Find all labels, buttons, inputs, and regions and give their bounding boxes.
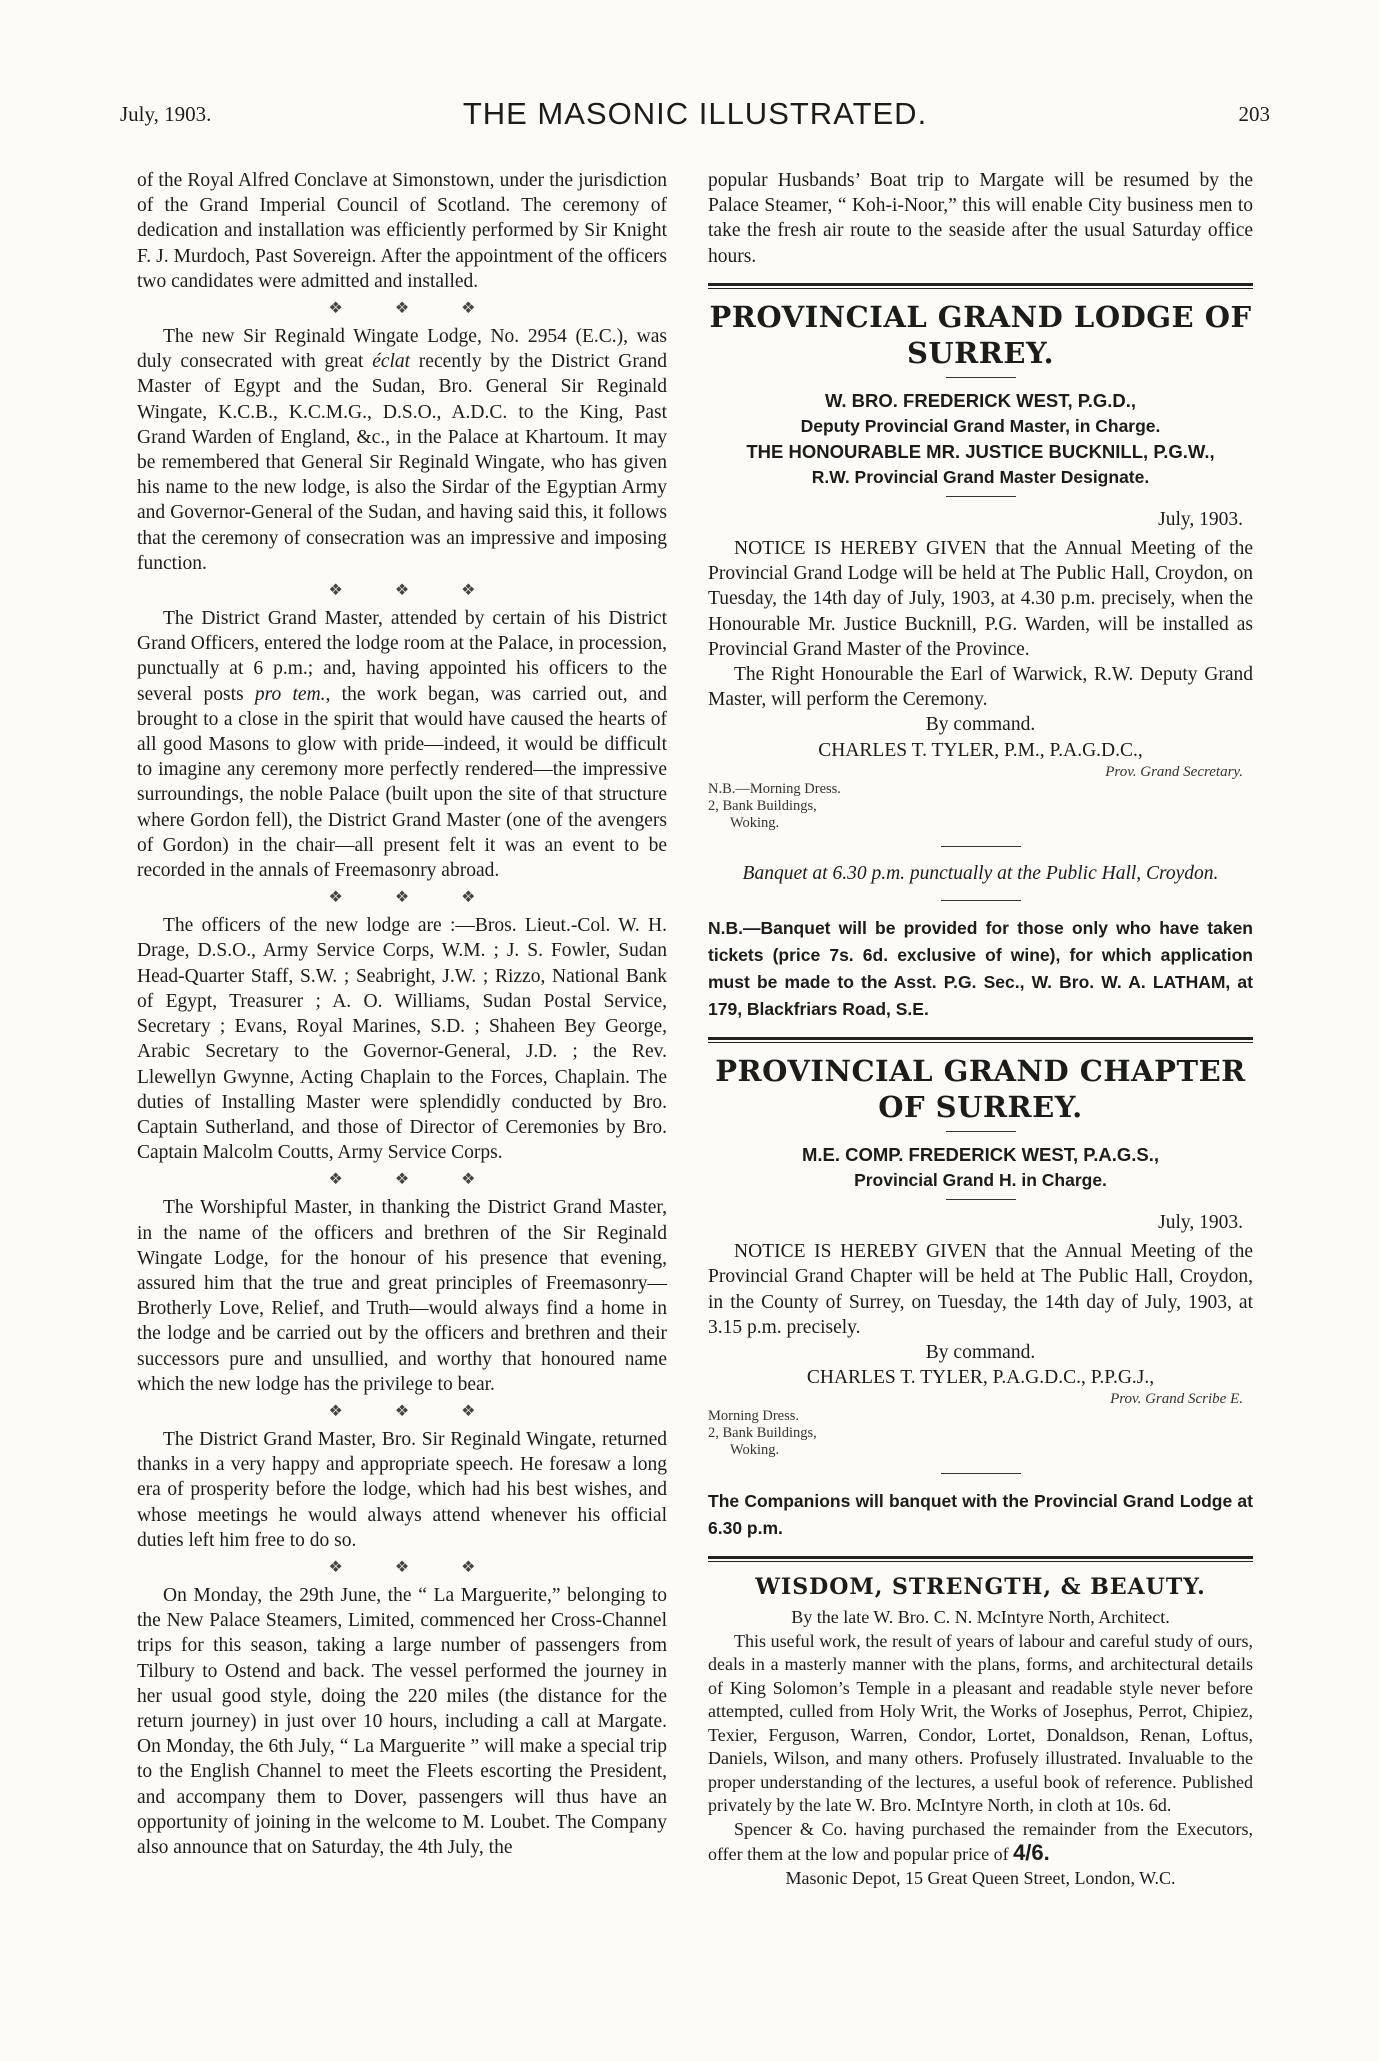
address-line: Woking.: [730, 1442, 780, 1459]
nb-note: N.B.—Banquet will be provided for those only who have taken tickets (price 7s. 6d. exclusive of wine), for which application must be made to the Asst. P.G. Sec., W. Bro. W. A. LATHAM, at 179, Blackfriars Road, S.E.: [708, 918, 1253, 1020]
by-command: By command.: [925, 1342, 1036, 1364]
book-advert: [708, 1572, 1253, 1890]
ornament-divider: ❖ ❖ ❖: [328, 300, 500, 318]
ornament-divider: ❖ ❖ ❖: [328, 1402, 500, 1420]
short-rule: [941, 846, 1021, 847]
issue-date: July, 1903.: [120, 102, 212, 126]
officer-line: Provincial Grand H. in Charge.: [854, 1170, 1107, 1191]
paragraph: of the Royal Alfred Conclave at Simonstown, under the jurisdiction of the Grand Imperial Council of Scotland. The ceremony of dedication and installation was efficiently performed by Sir Knight F. J. Murdoch, Past Sovereign. After the appointment of the officers two candidates were admitted and installed.: [137, 170, 667, 292]
page-number: 203: [1238, 102, 1270, 126]
section-rule: [708, 1556, 1253, 1562]
lodge-notice: [708, 299, 1253, 1023]
notice-date: July, 1903.: [1158, 508, 1243, 530]
book-byline: By the late W. Bro. C. N. McIntyre North, Architect.: [791, 1607, 1170, 1628]
page-header: [120, 96, 1270, 136]
chapter-notice: [708, 1053, 1253, 1542]
lodge-title: PROVINCIAL GRAND LODGE OF SURREY.: [709, 299, 1252, 370]
section-rule: [708, 283, 1253, 289]
book-description: This useful work, the result of years of labour and careful study of ours, deals in a masterly manner with the plans, forms, and architectural details of King Solomon’s Temple in a pleasant and readable style never before attempted, culled from Holy Writ, the Works of Josephus, Perrot, Chipiez, Texier, Ferguson, Warren, Condor, Lortet, Donaldson, Renan, Loftus, Daniels, Wilson, and many others. Profusely illustrated. Invaluable to the proper understanding of the lectures, a useful book of reference. Published privately by the late W. Bro. McIntyre North, in cloth at 10s. 6d.: [708, 1630, 1253, 1816]
chapter-title: PROVINCIAL GRAND CHAPTER OF SURREY.: [715, 1054, 1246, 1125]
section-rule: [708, 1037, 1253, 1043]
short-rule: [946, 377, 1016, 378]
book-offer: Spencer & Co. having purchased the remainder from the Executors, offer them at the low and popular price of 4/6.: [708, 1818, 1253, 1866]
notice-text: NOTICE IS HEREBY GIVEN that the Annual Meeting of the Provincial Grand Lodge will be held at The Public Hall, Croydon, on Tuesday, the 14th day of July, 1903, at 4.30 p.m. precisely, when the Honourable Mr. Justice Bucknill, P.G. Warden, will be installed as Provincial Grand Master of the Province.: [708, 538, 1253, 660]
dress-note: Morning Dress.: [708, 1408, 800, 1425]
signature: CHARLES T. TYLER, P.M., P.A.G.D.C.,: [818, 739, 1143, 761]
signature: CHARLES T. TYLER, P.A.G.D.C., P.P.G.J.,: [806, 1367, 1155, 1389]
notice-text: NOTICE IS HEREBY GIVEN that the Annual Meeting of the Provincial Grand Chapter will be held at The Public Hall, Croydon, in the County of Surrey, on Tuesday, the 14th day of July, 1903, at 3.15 p.m. precisely.: [708, 1241, 1253, 1338]
paragraph: The Worshipful Master, in thanking the District Grand Master, in the name of the officers and brethren of the Sir Reginald Wingate Lodge, for the honour of his presence that evening, assured him that the true and great principles of Freemasonry—Brotherly Love, Relief, and Truth—would always find a home in the lodge and be carried out by the officers and brethren and their successors pure and unsullied, and worthy that honoured name which the new lodge has the privilege to bear.: [137, 1197, 667, 1395]
masthead-title: THE MASONIC ILLUSTRATED.: [462, 96, 928, 131]
right-column: [708, 168, 1253, 1890]
address-line: 2, Bank Buildings,: [708, 797, 817, 814]
officer-line: R.W. Provincial Grand Master Designate.: [811, 466, 1150, 487]
short-rule: [946, 496, 1016, 497]
address-line: 2, Bank Buildings,: [708, 1425, 817, 1442]
signature-title: Prov. Grand Secretary.: [1105, 763, 1243, 780]
by-command: By command.: [925, 714, 1036, 736]
ornament-divider: ❖ ❖ ❖: [328, 1558, 500, 1576]
left-column: [137, 168, 667, 1860]
paragraph: The officers of the new lodge are :—Bros. Lieut.-Col. W. H. Drage, D.S.O., Army Service Corps, W.M. ; J. S. Fowler, Sudan Head-Quarter Staff, S.W. ; Seabright, J.W. ; Rizzo, National Bank of Egypt, Treasurer ; A. O. Williams, Sudan Postal Service, Secretary ; Evans, Royal Marines, S.D. ; Shaheen Bey George, Arabic Secretary to the Governor-General, J.D. ; the Rev. Llewellyn Gwynne, Acting Chaplain to the Forces, Chaplain. The duties of Installing Master were splendidly conducted by Bro. Captain Sutherland, and those of Director of Ceremonies by Bro. Captain Malcolm Coutts, Army Service Corps.: [137, 915, 667, 1164]
address-line: Woking.: [730, 814, 780, 831]
ornament-divider: ❖ ❖ ❖: [328, 1171, 500, 1189]
notice-text: The Right Honourable the Earl of Warwick, R.W. Deputy Grand Master, will perform the Ceremony.: [708, 664, 1253, 711]
book-title: WISDOM, STRENGTH, & BEAUTY.: [755, 1574, 1206, 1601]
paragraph: popular Husbands’ Boat trip to Margate will be resumed by the Palace Steamer, “ Koh-i-Noor,” this will enable City business men to take the fresh air route to the seaside after the usual Saturday office hours.: [708, 170, 1253, 267]
short-rule: [941, 900, 1021, 901]
book-price: 4/6.: [1013, 1840, 1050, 1866]
paragraph: On Monday, the 29th June, the “ La Marguerite,” belonging to the New Palace Steamers, Limited, commenced her Cross-Channel trips for this season, taking a large number of passengers from Tilbury to Ostend and back. The vessel performed the journey in her usual good style, doing the 220 miles (the distance for the return journey) in just over 10 hours, including a call at Margate. On Monday, the 6th July, “ La Marguerite ” will make a special trip to the English Channel to meet the Fleets escorting the President, and accompany them to Dover, passengers will thus have an opportunity of joining in the welcome to M. Loubet. The Company also announce that on Saturday, the 4th July, the: [137, 1584, 667, 1858]
officer-line: W. BRO. FREDERICK WEST, P.G.D.,: [824, 389, 1137, 411]
short-rule: [946, 1199, 1016, 1200]
signature-title: Prov. Grand Scribe E.: [1110, 1391, 1243, 1408]
paragraph: The new Sir Reginald Wingate Lodge, No. 2954 (E.C.), was duly consecrated with great éclat recently by the District Grand Master of Egypt and the Sudan, Bro. General Sir Reginald Wingate, K.C.B., K.C.M.G., D.S.O., A.D.C. to the King, Past Grand Warden of England, &c., in the Palace at Khartoum. It may be remembered that General Sir Reginald Wingate, who has given his name to the new lodge, is also the Sirdar of the Egyptian Army and Governor-General of the Sudan, and having said this, it follows that the ceremony of consecration was an impressive and imposing function.: [137, 326, 667, 574]
paragraph: The District Grand Master, attended by certain of his District Grand Officers, entered the lodge room at the Palace, in procession, punctually at 6 p.m.; and, having appointed his officers to the several posts pro tem., the work began, was carried out, and brought to a close in the spirit that would have caused the hearts of all good Masons to glow with pride—indeed, it would be difficult to imagine any ceremony more perfectly rendered—the impressive surroundings, the noble Palace (built upon the site of that structure where Gordon fell), the District Grand Master (one of the avengers of Gordon) in the chair—all present felt it was an event to be recorded in the annals of Freemasonry abroad.: [137, 608, 668, 882]
ornament-divider: ❖ ❖ ❖: [328, 889, 500, 907]
short-rule: [941, 1473, 1021, 1474]
dress-note: N.B.—Morning Dress.: [708, 780, 841, 797]
officer-line: M.E. COMP. FREDERICK WEST, P.A.G.S.,: [801, 1144, 1160, 1166]
banquet-note: The Companions will banquet with the Provincial Grand Lodge at 6.30 p.m.: [708, 1491, 1253, 1539]
officer-line: Deputy Provincial Grand Master, in Charge.: [800, 415, 1161, 436]
ornament-divider: ❖ ❖ ❖: [328, 582, 500, 600]
banquet-note: Banquet at 6.30 p.m. punctually at the Public Hall, Croydon.: [742, 862, 1219, 884]
short-rule: [946, 1131, 1016, 1132]
paragraph: The District Grand Master, Bro. Sir Reginald Wingate, returned thanks in a very happy and appropriate speech. He foresaw a long era of prosperity before the lodge, which had his best wishes, and whose meetings he would always attend whenever his official duties left him free to do so.: [137, 1428, 667, 1551]
notice-date: July, 1903.: [1158, 1212, 1243, 1234]
book-depot: Masonic Depot, 15 Great Queen Street, London, W.C.: [785, 1867, 1176, 1888]
officer-line: THE HONOURABLE MR. JUSTICE BUCKNILL, P.G.W.,: [746, 440, 1215, 462]
